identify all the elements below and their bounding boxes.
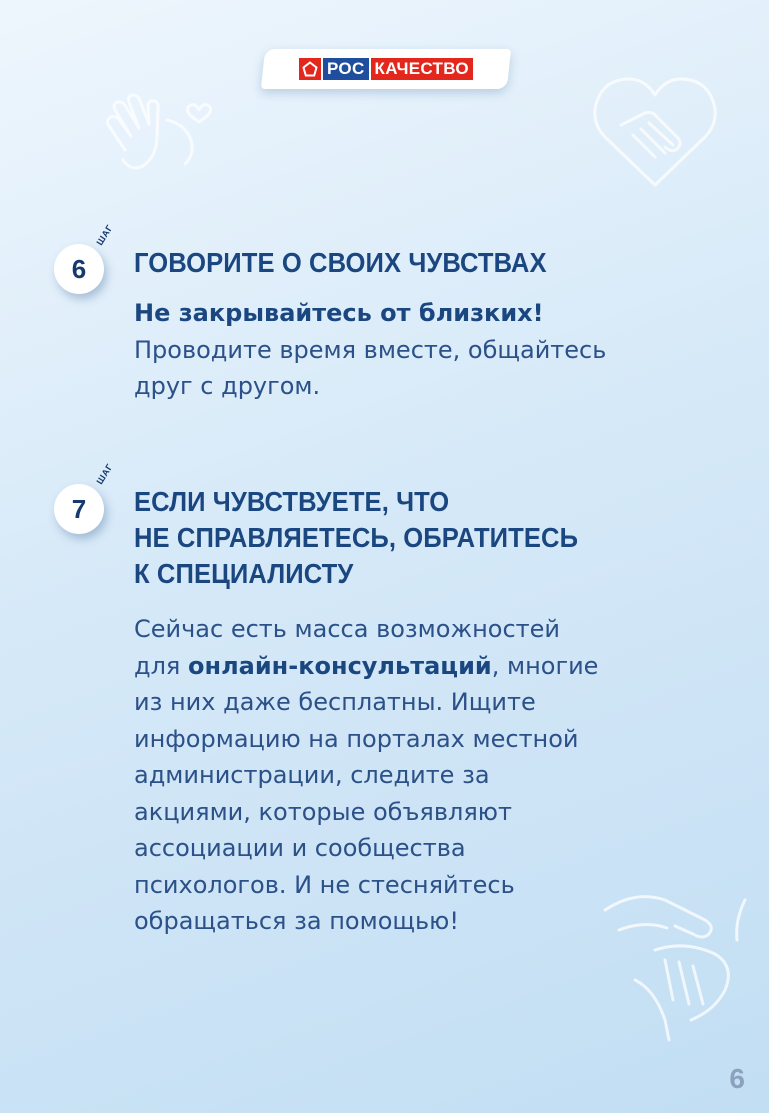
roskachestvo-logo bbox=[261, 49, 511, 89]
step-6-label: ШАГ bbox=[94, 222, 115, 247]
pentagon-house-icon bbox=[299, 58, 321, 80]
page-number: 6 bbox=[729, 1063, 745, 1094]
step-7-body: Сейчас есть масса возможностей для онлайн-консультаций, многие из них даже бесплатны. Ищите информацию на порталах местной администрации, следите за акциями, которые объявляют ассоциации и сообщества психологов. И не стесняйтесь обращаться за помощью! bbox=[134, 615, 599, 935]
waving-hands-heart-icon bbox=[95, 80, 220, 180]
step-7-number: 7 bbox=[71, 493, 87, 524]
step-6-bold-lead: Не закрывайтесь от близких! bbox=[134, 299, 544, 327]
step-7-badge bbox=[54, 484, 104, 534]
step-7-heading: ЕСЛИ ЧУВСТВУЕТЕ, ЧТО НЕ СПРАВЛЯЕТЕСЬ, ОБРАТИТЕСЬ К СПЕЦИАЛИСТУ bbox=[134, 486, 579, 589]
step-6-body: Не закрывайтесь от близких! Проводите время вместе, общайтесь друг с другом. bbox=[134, 295, 606, 405]
online-consultations-emphasis: онлайн-консультаций bbox=[188, 651, 492, 680]
step-6-badge bbox=[54, 244, 104, 294]
step-7-label: ШАГ bbox=[94, 461, 115, 486]
step-6-heading: ГОВОРИТЕ О СВОИХ ЧУВСТВАХ bbox=[134, 247, 547, 278]
step-6-number: 6 bbox=[71, 253, 87, 284]
logo-text-kachestvo: КАЧЕСТВО bbox=[371, 58, 473, 80]
heart-handshake-icon bbox=[585, 65, 725, 195]
helping-hands-icon bbox=[595, 870, 755, 1045]
logo-text-ros: РОС bbox=[323, 58, 369, 80]
